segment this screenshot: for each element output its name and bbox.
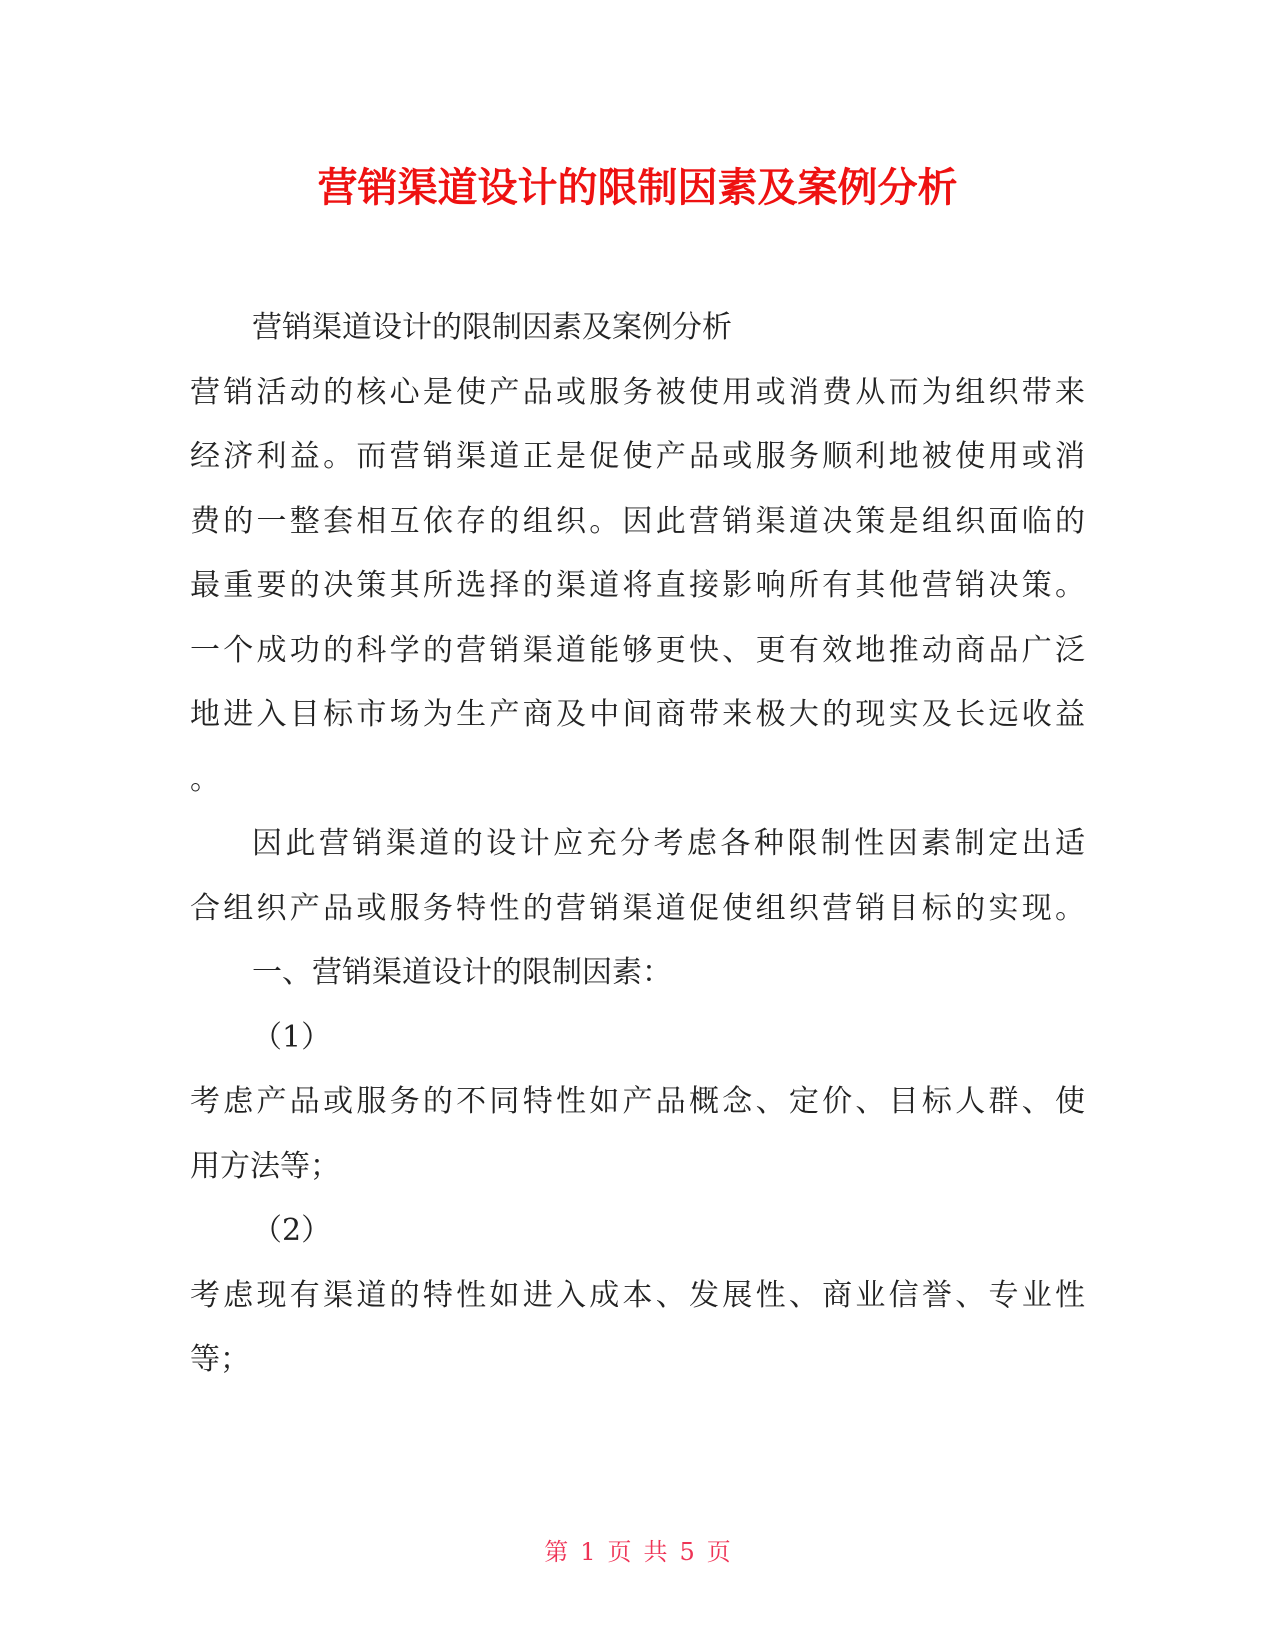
footer-total-pages: 5 bbox=[679, 1538, 695, 1566]
footer-label-total: 共 bbox=[643, 1538, 668, 1566]
paragraph-line: 用方法等； bbox=[190, 1148, 340, 1184]
footer-label-mid: 页 bbox=[607, 1538, 632, 1566]
paragraph-line: 经济利益。而营销渠道正是促使产品或服务顺利地被使用或消 bbox=[190, 439, 1085, 474]
footer-page-number: 1 bbox=[580, 1538, 596, 1566]
paragraph-line: 。 bbox=[190, 761, 220, 797]
paragraph-line: 考虑现有渠道的特性如进入成本、发展性、商业信誉、专业性 bbox=[190, 1277, 1085, 1313]
footer-label-prefix: 第 bbox=[544, 1538, 569, 1566]
list-marker: （2） bbox=[252, 1213, 332, 1248]
paragraph-line: 考虑产品或服务的不同特性如产品概念、定价、目标人群、使 bbox=[190, 1084, 1085, 1119]
list-marker: （1） bbox=[252, 1019, 332, 1055]
document-title: 营销渠道设计的限制因素及案例分析 bbox=[317, 165, 958, 211]
paragraph-line: 一个成功的科学的营销渠道能够更快、更有效地推动商品广泛 bbox=[190, 632, 1085, 668]
paragraph-line: 因此营销渠道的设计应充分考虑各种限制性因素制定出适 bbox=[252, 826, 1085, 861]
paragraph-line: 合组织产品或服务特性的营销渠道促使组织营销目标的实现。 bbox=[190, 890, 1085, 926]
paragraph-line: 费的一整套相互依存的组织。因此营销渠道决策是组织面临的 bbox=[190, 503, 1085, 539]
paragraph-line: 营销渠道设计的限制因素及案例分析 bbox=[252, 310, 732, 345]
paragraph-line: 营销活动的核心是使产品或服务被使用或消费从而为组织带来 bbox=[190, 374, 1085, 410]
paragraph-line: 最重要的决策其所选择的渠道将直接影响所有其他营销决策。 bbox=[190, 568, 1085, 603]
paragraph-line: 地进入目标市场为生产商及中间商带来极大的现实及长远收益 bbox=[190, 697, 1085, 732]
document-body bbox=[190, 296, 1085, 1393]
paragraph-line: 等； bbox=[190, 1342, 250, 1377]
section-heading: 一、营销渠道设计的限制因素： bbox=[252, 955, 672, 990]
footer-label-suffix: 页 bbox=[706, 1538, 731, 1566]
page-footer bbox=[0, 1536, 1275, 1568]
